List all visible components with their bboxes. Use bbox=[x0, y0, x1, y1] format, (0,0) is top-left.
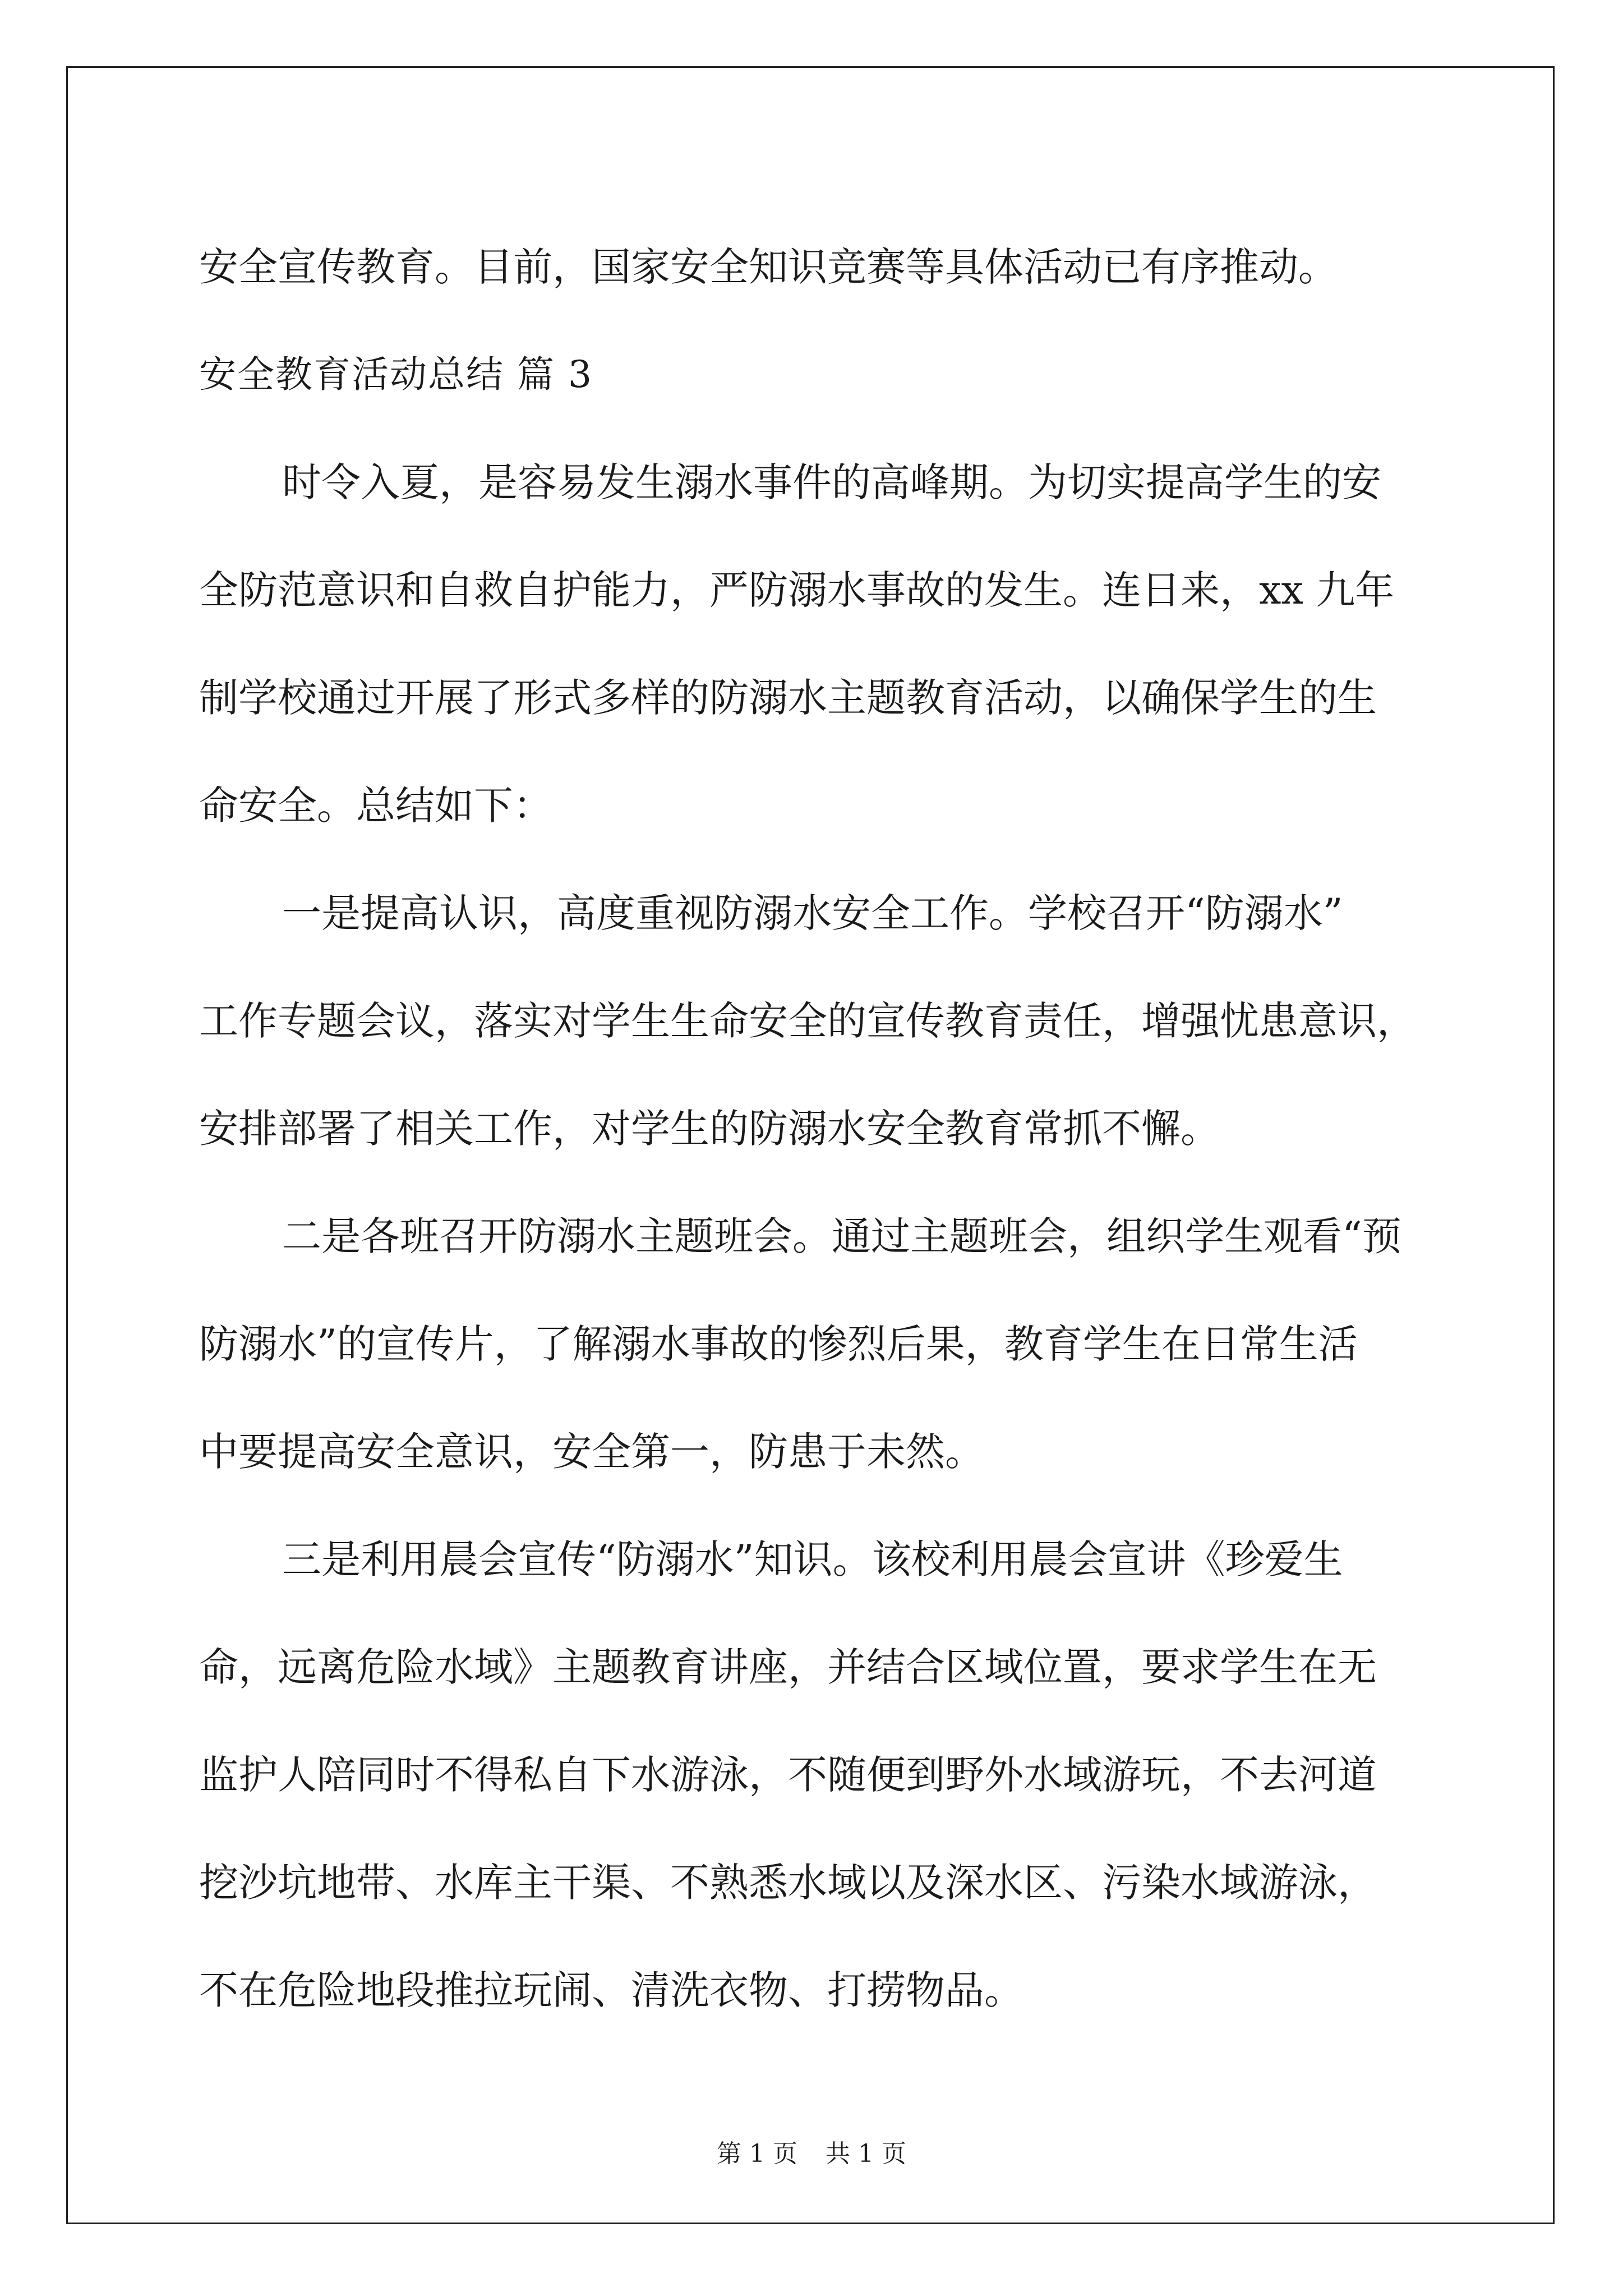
text-line: 挖沙坑地带、水库主干渠、不熟悉水域以及深水区、污染水域游泳， bbox=[199, 1860, 1377, 1906]
page-number: 第 1 页 bbox=[717, 2139, 797, 2168]
paragraph-first-line: 时令入夏，是容易发生溺水事件的高峰期。为切实提高学生的安 bbox=[282, 459, 1381, 505]
text-line: 安排部署了相关工作，对学生的防溺水安全教育常抓不懈。 bbox=[199, 1106, 1220, 1152]
text-line: 命，远离危险水域》主题教育讲座，并结合区域位置，要求学生在无 bbox=[199, 1644, 1377, 1690]
text-line: 全防范意识和自救自护能力，严防溺水事故的发生。连日来，xx 九年 bbox=[199, 567, 1395, 613]
text-line: 制学校通过开展了形式多样的防溺水主题教育活动，以确保学生的生 bbox=[199, 675, 1377, 721]
text-line: 防溺水”的宣传片，了解溺水事故的惨烈后果，教育学生在日常生活 bbox=[199, 1321, 1358, 1367]
text-line: 工作专题会议，落实对学生生命安全的宣传教育责任，增强忧患意识， bbox=[199, 998, 1416, 1044]
text-line: 中要提高安全意识，安全第一，防患于未然。 bbox=[199, 1429, 984, 1475]
paragraph-first-line: 二是各班召开防溺水主题班会。通过主题班会，组织学生观看“预 bbox=[282, 1213, 1401, 1259]
page-total: 共 1 页 bbox=[826, 2139, 906, 2168]
text-line: 命安全。总结如下： bbox=[199, 783, 552, 829]
page-footer bbox=[0, 2137, 1623, 2171]
document-body bbox=[199, 213, 1472, 2044]
text-line: 不在危险地段推拉玩闹、清洗衣物、打捞物品。 bbox=[199, 1967, 1023, 2013]
text-line: 监护人陪同时不得私自下水游泳，不随便到野外水域游玩，不去河道 bbox=[199, 1752, 1377, 1798]
section-heading: 安全教育活动总结 篇 3 bbox=[199, 353, 593, 396]
text-line: 安全宣传教育。目前，国家安全知识竞赛等具体活动已有序推动。 bbox=[199, 244, 1338, 290]
paragraph-first-line: 一是提高认识，高度重视防溺水安全工作。学校召开“防溺水” bbox=[282, 890, 1343, 936]
paragraph-first-line: 三是利用晨会宣传“防溺水”知识。该校利用晨会宣讲《珍爱生 bbox=[282, 1536, 1343, 1582]
